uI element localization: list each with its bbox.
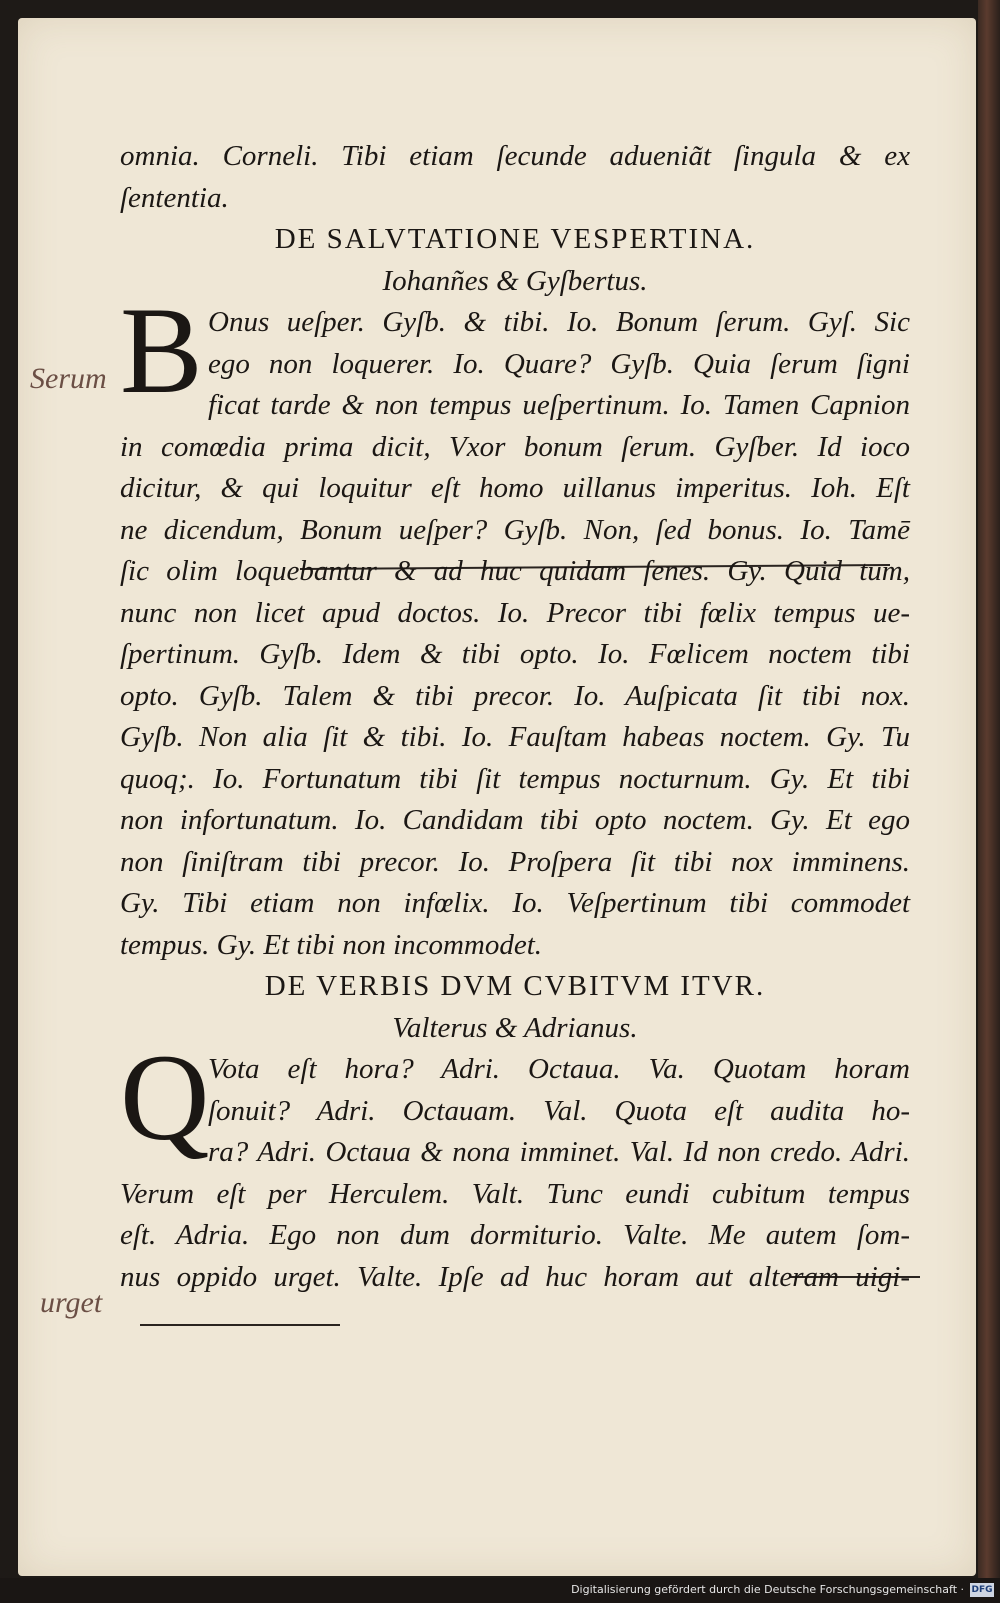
- text-line: ficat tarde & non tempus ueſpertinum. Io. Tamen Capnion: [208, 389, 910, 421]
- margin-note-serum: Serum: [30, 362, 107, 395]
- drop-cap: Q: [120, 1029, 210, 1166]
- dfg-logo: DFG: [971, 1585, 993, 1595]
- text-line: non infortunatum. Io. Candidam tibi opto noctem. Gy. Et ego: [120, 804, 910, 836]
- margin-note-urget: urget: [40, 1286, 103, 1319]
- dialogue-speakers: Valterus & Adrianus.: [392, 1011, 638, 1044]
- text-line: ſonuit? Adri. Octauam. Val. Quota eſt audita ho-: [208, 1094, 910, 1127]
- text-line: ſententia.: [120, 181, 229, 214]
- handwritten-underline: [140, 1324, 340, 1326]
- text-line: nus oppido urget. Valte. Ipſe ad huc horam aut alteram uigi-: [120, 1260, 910, 1293]
- text-line: Gyſb. Non alia ſit & tibi. Io. Fauſtam habeas noctem. Gy. Tu: [120, 721, 910, 753]
- text-line: opto. Gyſb. Talem & tibi precor. Io. Auſpicata ſit tibi nox.: [120, 679, 910, 712]
- book-edge: [978, 0, 1000, 1578]
- text-line: in comœdia prima dicit, Vxor bonum ſerum. Gyſber. Id ioco: [120, 430, 910, 463]
- dialogue-section: [120, 282, 910, 966]
- text-line: tempus. Gy. Et tibi non incommodet.: [120, 928, 543, 961]
- text-line: Vota eſt hora? Adri. Octaua. Va. Quotam horam: [208, 1053, 910, 1085]
- text-line: Gy. Tibi etiam non infœlix. Io. Veſpertinum tibi commodet: [120, 887, 910, 919]
- text-line: ra? Adri. Octaua & nona imminet. Val. Id non credo. Adri.: [208, 1136, 910, 1168]
- drop-cap: B: [120, 282, 203, 419]
- section-heading: DE VERBIS DVM CVBITVM ITVR.: [264, 970, 766, 1002]
- section-heading: DE SALVTATIONE VESPERTINA.: [274, 223, 756, 255]
- text-line: eſt. Adria. Ego non dum dormiturio. Valte. Me autem ſom-: [120, 1219, 910, 1251]
- text-line: omnia. Corneli. Tibi etiam ſecunde aduenia͂t ſingula & ex: [120, 140, 910, 172]
- text-line: ſic olim loquebantur & ad huc quidam ſenes. Gy. Quid tum,: [120, 555, 910, 587]
- text-line: ne dicendum, Bonum ueſper? Gyſb. Non, ſed bonus. Io. Tamē: [120, 513, 910, 546]
- text-line: Verum eſt per Herculem. Valt. Tunc eundi cubitum tempus: [120, 1177, 910, 1210]
- text-line: ſpertinum. Gyſb. Idem & tibi opto. Io. Fœlicem noctem tibi: [120, 638, 910, 670]
- page-text: [120, 136, 910, 1298]
- text-line: dicitur, & qui loquitur eſt homo uillanus imperitus. Ioh. Eſt: [120, 472, 910, 504]
- text-line: quoq;. Io. Fortunatum tibi ſit tempus nocturnum. Gy. Et tibi: [120, 762, 910, 795]
- text-line: nunc non licet apud doctos. Io. Precor tibi fœlix tempus ue-: [120, 596, 910, 629]
- footer-credit: Digitalisierung gefördert durch die Deutsche Forschungsgemeinschaft ·: [571, 1583, 964, 1596]
- dialogue-section: [120, 1029, 910, 1298]
- text-line: non ſiniſtram tibi precor. Io. Proſpera ſit tibi nox imminens.: [120, 845, 910, 878]
- text-line: Onus ueſper. Gyſb. & tibi. Io. Bonum ſerum. Gyſ. Sic: [208, 306, 910, 338]
- dialogue-speakers: Iohanñes & Gyſbertus.: [382, 264, 648, 297]
- text-line: ego non loquerer. Io. Quare? Gyſb. Quia ſerum ſigni: [208, 347, 910, 380]
